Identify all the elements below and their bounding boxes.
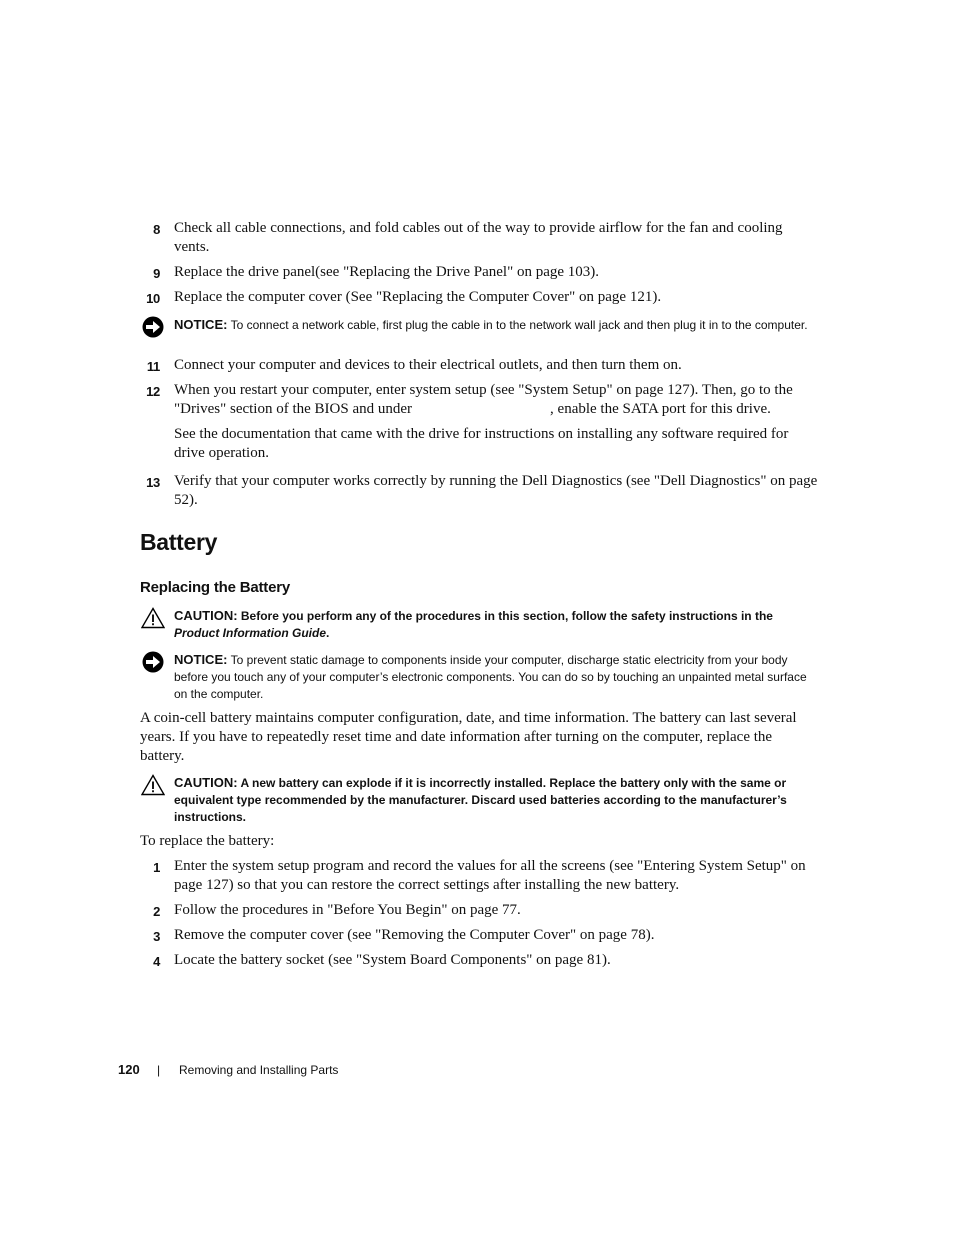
step-text: Verify that your computer works correctly by running the Dell Diagnostics (see "Dell Diagnostics" on page 52). [174,473,818,508]
step-text: Connect your computer and devices to their electrical outlets, and then turn them on. [174,357,682,373]
notice-label: NOTICE: [174,652,228,667]
step-number: 8 [153,222,160,237]
step-text: Check all cable connections, and fold cables out of the way to provide airflow for the fan and cooling vents. [174,220,783,255]
caution-triangle-icon [141,607,165,629]
caution-label: CAUTION: [174,608,238,623]
notice-arrow-icon [141,651,165,673]
step-number: 9 [153,266,160,281]
caution-label: CAUTION: [174,775,238,790]
footer-separator: | [157,1063,161,1077]
page-number: 120 [118,1062,140,1077]
notice-arrow-icon [141,316,165,338]
caution-italic-text: Product Information Guide [174,626,326,640]
section-title: Battery [140,529,218,555]
document-page: 8 Check all cable connections, and fold cables out of the way to provide airflow for the fan and cooling vents. 9 Replace the drive panel(see "Replacing the Drive Panel" on page 103). 10 Replace the computer cover (See "Replacing the Computer Cover" on page 121). NOTICE: To connect a network cable, first plug the cable in to the network wall jack and then plug it in to the computer. 11 Connect your computer and devices to their electrical outlets, and then turn them on. 12 When you restart your computer, enter system setup (see "System Setup" on page 127). Then, go to the "Drives" section of the BIOS and under , enable the SATA port for this drive. See the documentation that came with the drive for instructions on installing any software required for drive operation. 13 Verify that your computer works correctly by running the Dell Diagnostics (see "Dell Diagnostics" on page 52). Battery Replacing the Battery CAUTION: Before you perform any of the procedures in this section, follow the safety instructions in the Product Information Guide. NOTICE: To prevent static damage to components inside your computer, discharge static electricity from your body before you touch any of your computer’s electronic components. You can do so by touching an unpainted metal surface on the computer. A coin-cell battery maintains computer configuration, date, and time information. The battery can last several years. If you have to repeatedly reset time and date information after turning on the computer, replace the battery. CAUTION: A new battery can explode if it is incorrectly installed. Replace the battery only with the same or equivalent type recommended by the manufacturer. Discard used batteries according to the manufacturer’s instructions. To replace the battery: 1 Enter the system setup program and record the values for all the screens (see "Entering System Setup" on page 127) so that you can restore the correct settings after installing the new battery. 2 Follow the procedures in "Before You Begin" on page 77. 3 Remove the computer cover (see "Removing the Computer Cover" on page 78). 4 Locate the battery socket (see "System Board Components" on page 81). 120 | Removing and Installing Parts [0,0,954,1235]
step-text: Remove the computer cover (see "Removing the Computer Cover" on page 78). [174,927,655,943]
step-number: 3 [153,929,160,944]
step-number: 1 [153,860,160,875]
step-number: 13 [146,475,160,490]
notice-text: To connect a network cable, first plug the cable in to the network wall jack and then plug it in to the computer. [230,318,808,332]
step-number: 11 [146,359,160,374]
step-text: Replace the computer cover (See "Replacing the Computer Cover" on page 121). [174,289,662,305]
lead-in-text: To replace the battery: [140,833,275,849]
step-text: Enter the system setup program and record the values for all the screens (see "Entering System Setup" on page 127) so that you can restore the correct settings after installing the new battery. [174,858,806,893]
caution-text: A new battery can explode if it is incorrectly installed. Replace the battery only with the same or equivalent type recommended by the manufacturer. Discard used batteries according to the manufacturer’s instructions. [174,776,787,824]
step-text: Replace the drive panel(see "Replacing the Drive Panel" on page 103). [174,264,600,280]
step-text: Locate the battery socket (see "System Board Components" on page 81). [174,952,611,968]
footer-chapter-title: Removing and Installing Parts [179,1063,339,1077]
step-text: Follow the procedures in "Before You Begin" on page 77. [174,902,521,918]
step-number: 10 [146,291,160,306]
step-text: When you restart your computer, enter system setup (see "System Setup" on page 127). Then, go to the "Drives" section of the BIOS and under , enable the SATA port for this drive. [174,382,793,417]
intro-paragraph: A coin-cell battery maintains computer configuration, date, and time information. The battery can last several years. If you have to repeatedly reset time and date information after turning on the computer, replace the battery. [140,710,797,764]
subsection-title: Replacing the Battery [140,579,291,596]
notice-text: To prevent static damage to components inside your computer, discharge static electricity from your body before you touch any of your computer’s electronic components. You can do so by touching an unpainted metal surface on the computer. [174,653,807,701]
caution-triangle-icon [141,774,165,796]
step-number: 4 [153,954,160,969]
step-number: 12 [146,384,160,399]
notice-label: NOTICE: [174,317,228,332]
caution-text: Before you perform any of the procedures in this section, follow the safety instructions in the [240,609,773,623]
step-extra-text: See the documentation that came with the drive for instructions on installing any software required for drive operation. [174,426,789,461]
step-number: 2 [153,904,160,919]
